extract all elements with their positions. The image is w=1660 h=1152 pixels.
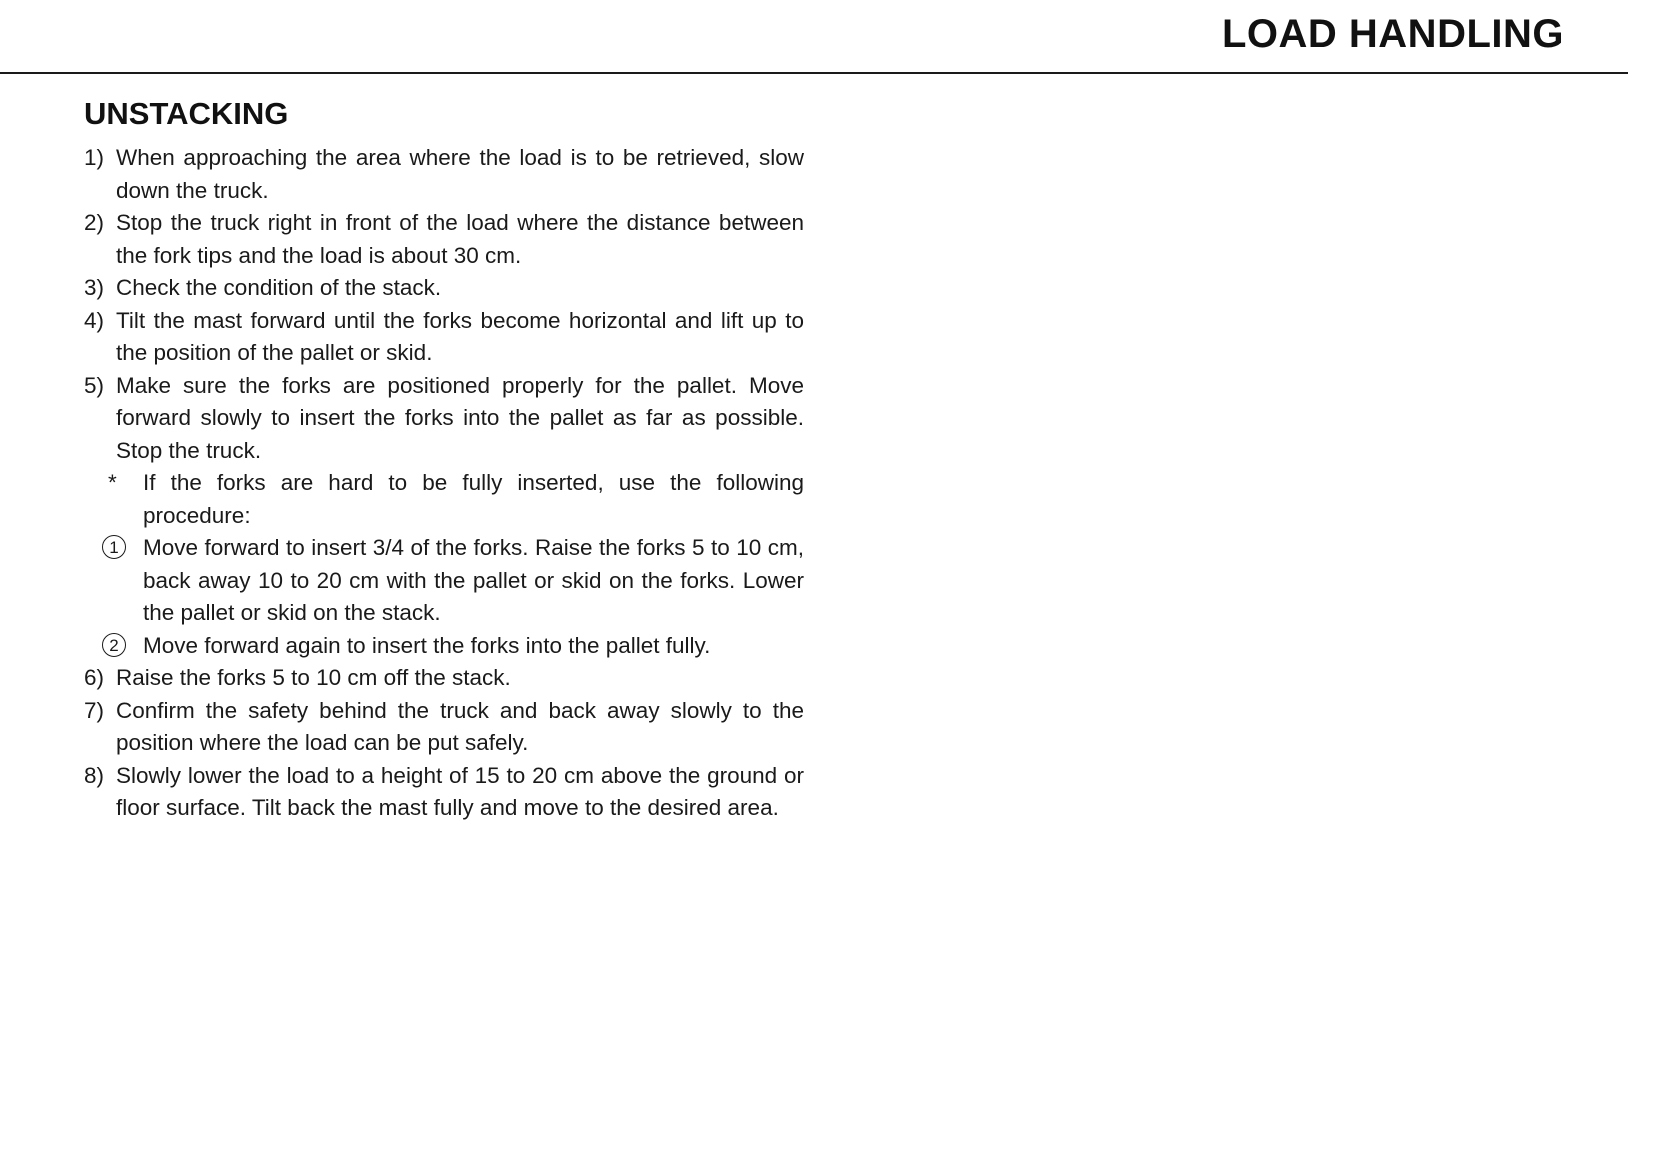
- step-text: Confirm the safety behind the truck and back away slowly to the position where the load can be put safely.: [116, 697, 804, 755]
- step-3: [84, 272, 804, 305]
- circled-number-icon: 1: [102, 535, 126, 559]
- step-number: 4): [84, 307, 105, 333]
- steps-list: [84, 142, 804, 825]
- substep-text: Move forward to insert 3/4 of the forks. Raise the forks 5 to 10 cm, back away 10 to 20 cm with the pallet or skid on the forks. Lower the pallet or skid on the stack.: [143, 535, 804, 625]
- step-text: Stop the truck right in front of the load where the distance between the fork tips and the load is about 30 cm.: [116, 210, 804, 268]
- page-title: LOAD HANDLING: [1221, 12, 1564, 56]
- substep-text: Move forward again to insert the forks into the pallet fully.: [143, 632, 711, 658]
- step-6: [84, 662, 804, 695]
- step-1: [84, 142, 804, 207]
- asterisk-icon: *: [108, 470, 117, 495]
- page-header: [0, 0, 1628, 74]
- step-number: 7): [84, 697, 105, 723]
- substep-2: [84, 630, 804, 663]
- circled-number-icon: 2: [102, 633, 126, 657]
- step-text: Check the condition of the stack.: [116, 275, 442, 300]
- step-number: 6): [84, 665, 105, 690]
- step-4: [84, 305, 804, 370]
- substep-1: [84, 532, 804, 630]
- step-text: Tilt the mast forward until the forks become horizontal and lift up to the position of the pallet or skid.: [116, 307, 804, 365]
- step-text: Make sure the forks are positioned properly for the pallet. Move forward slowly to insert the forks into the pallet as far as possible. Stop the truck.: [116, 372, 804, 463]
- note-item: [84, 467, 804, 532]
- step-5: [84, 370, 804, 468]
- note-text: If the forks are hard to be fully inserted, use the following procedure:: [143, 470, 804, 528]
- step-number: 2): [84, 210, 105, 235]
- step-number: 5): [84, 372, 105, 398]
- step-text: Raise the forks 5 to 10 cm off the stack.: [116, 665, 511, 690]
- step-text: Slowly lower the load to a height of 15 to 20 cm above the ground or floor surface. Tilt back the mast fully and move to the desired area.: [116, 762, 804, 820]
- step-number: 1): [84, 145, 105, 170]
- step-number: 3): [84, 275, 105, 300]
- step-number: 8): [84, 762, 105, 788]
- step-2: [84, 207, 804, 272]
- step-7: [84, 695, 804, 760]
- step-8: [84, 760, 804, 825]
- step-text: When approaching the area where the load is to be retrieved, slow down the truck.: [116, 145, 804, 203]
- section-title: UNSTACKING: [84, 96, 289, 131]
- document-body: [84, 96, 804, 825]
